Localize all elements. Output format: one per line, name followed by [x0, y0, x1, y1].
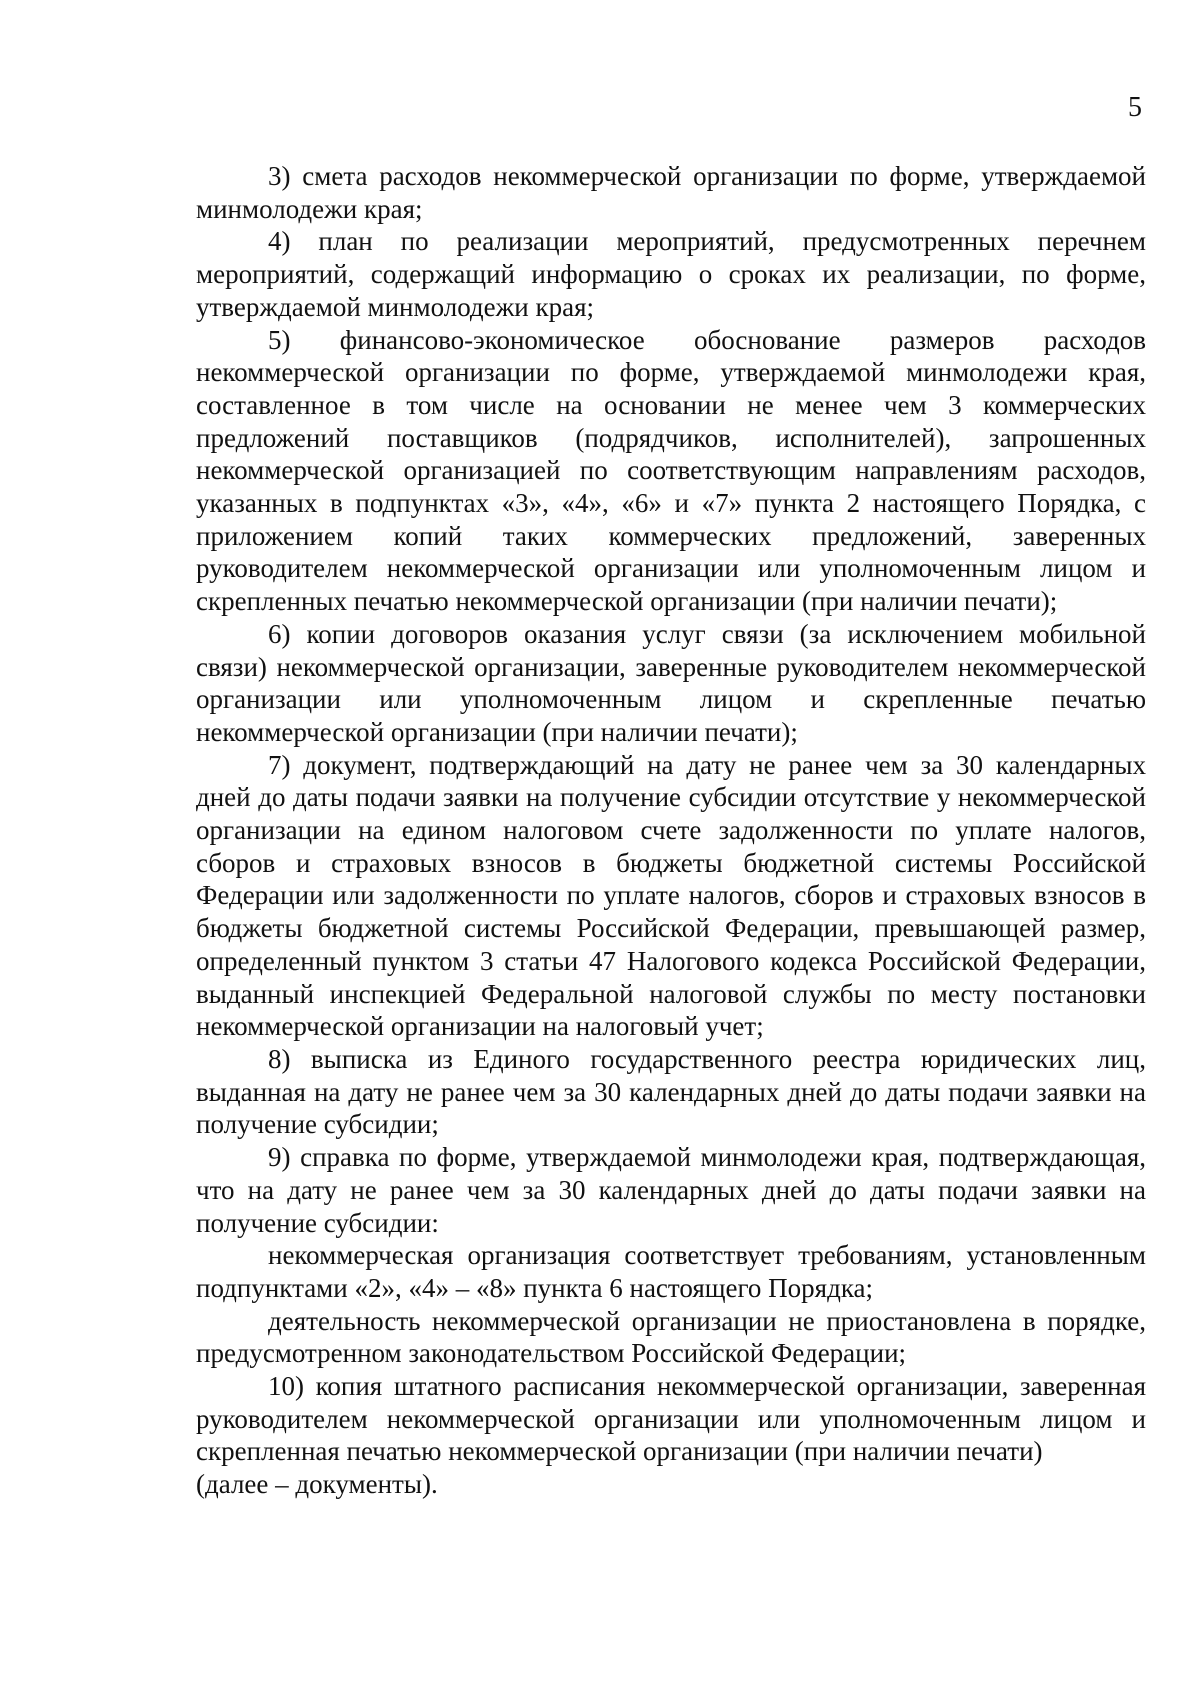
paragraph-item-5: 5) финансово-экономическое обоснование размеров расходов некоммерческой организации по форме, утверждаемой минмолодежи края, составленное в том числе на основании не менее чем 3 коммерческих предложений поставщиков (подрядчиков, исполнителей), запрошенных некоммерческой организацией по соответствующим направлениям расходов, указанных в подпунктах «3», «4», «6» и «7» пункта 2 настоящего Порядка, с приложением копий таких коммерческих предложений, заверенных руководителем некоммерческой организации или уполномоченным лицом и скрепленных печатью некоммерческой организации (при наличии печати);	[196, 324, 1146, 617]
paragraph-subitem-activity: деятельность некоммерческой организации не приостановлена в порядке, предусмотренном законодательством Российской Федерации;	[196, 1305, 1146, 1369]
paragraph-item-4: 4) план по реализации мероприятий, предусмотренных перечнем мероприятий, содержащий информацию о сроках их реализации, по форме, утверждаемой минмолодежи края;	[196, 226, 1146, 322]
paragraph-item-6: 6) копии договоров оказания услуг связи (за исключением мобильной связи) некоммерческой организации, заверенные руководителем некоммерческой организации или уполномоченным лицом и скрепленные печатью некоммерческой организации (при наличии печати);	[196, 618, 1146, 747]
paragraph-closing: (далее – документы).	[196, 1469, 438, 1500]
paragraph-item-10: 10) копия штатного расписания некоммерческой организации, заверенная руководителем некоммерческой организации или уполномоченным лицом и скрепленная печатью некоммерческой организации (при наличии печати)	[196, 1371, 1146, 1467]
paragraph-item-8: 8) выписка из Единого государственного реестра юридических лиц, выданная на дату не ранее чем за 30 календарных дней до даты подачи заявки на получение субсидии;	[196, 1043, 1146, 1140]
paragraph-subitem-requirements: некоммерческая организация соответствует требованиям, установленным подпунктами «2», «4» – «8» пункта 6 настоящего Порядка;	[196, 1240, 1146, 1303]
paragraph-item-9: 9) справка по форме, утверждаемой минмолодежи края, подтверждающая, что на дату не ранее чем за 30 календарных дней до даты подачи заявки на получение субсидии:	[196, 1142, 1146, 1238]
document-body	[196, 160, 1146, 1501]
page-number: 5	[1128, 92, 1142, 123]
paragraph-item-7: 7) документ, подтверждающий на дату не ранее чем за 30 календарных дней до даты подачи заявки на получение субсидии отсутствие у некоммерческой организации на едином налоговом счете задолженности по уплате налогов, сборов и страховых взносов в бюджеты бюджетной системы Российской Федерации или задолженности по уплате налогов, сборов и страховых взносов в бюджеты бюджетной системы Российской Федерации, превышающей размер, определенный пунктом 3 статьи 47 Налогового кодекса Российской Федерации, выданный инспекцией Федеральной налоговой службы по месту постановки некоммерческой организации на налоговый учет;	[196, 749, 1146, 1042]
paragraph-item-3: 3) смета расходов некоммерческой организации по форме, утверждаемой минмолодежи края;	[196, 161, 1146, 224]
